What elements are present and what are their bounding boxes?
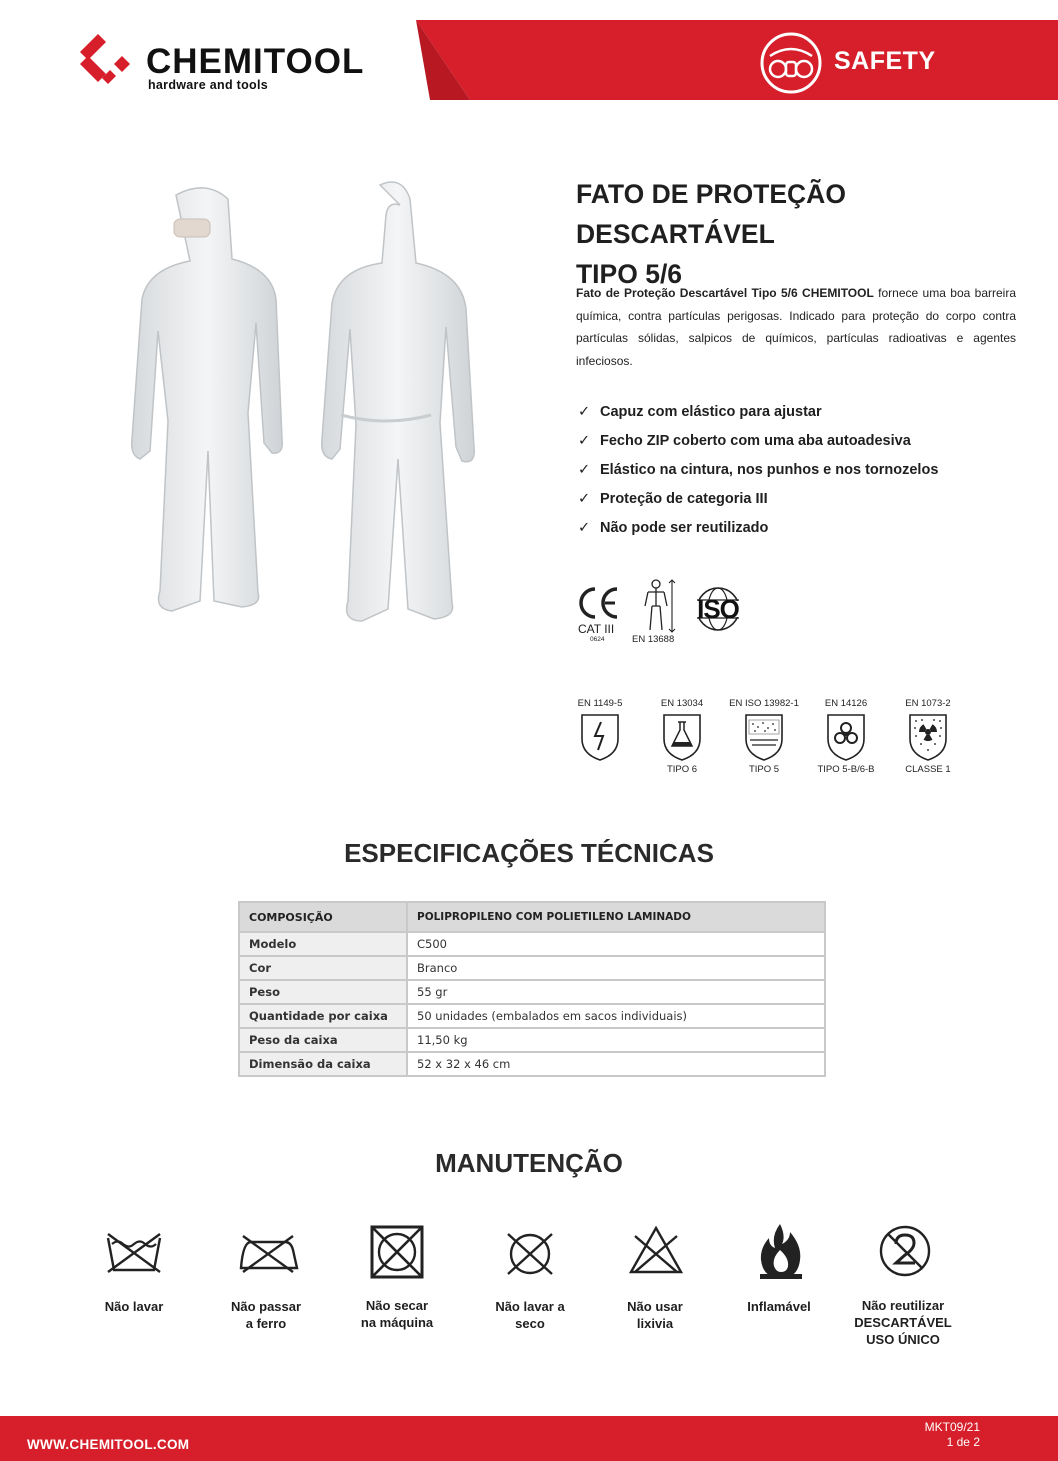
care-label-no-tumble-dry: Não secar na máquina xyxy=(360,1298,434,1330)
standard-en-iso-13982-1 xyxy=(719,698,809,778)
chemitool-logo-icon xyxy=(76,32,136,92)
feature-text: Proteção de categoria III xyxy=(600,491,768,507)
chemical-splash-icon xyxy=(661,712,703,762)
ce-category: CAT III xyxy=(578,622,615,636)
coverall-back-view xyxy=(322,182,475,621)
spec-value: 50 unidades (embalados em sacos individuais) xyxy=(407,1004,825,1028)
feature-item xyxy=(578,427,938,456)
no-iron-icon xyxy=(237,1232,299,1276)
spec-value: Branco xyxy=(407,956,825,980)
feature-text: Fecho ZIP coberto com uma aba autoadesiva xyxy=(600,433,911,449)
care-label-no-dry-clean: Não lavar a seco xyxy=(495,1299,565,1331)
iso-text: ISO xyxy=(697,594,739,624)
ce-icon xyxy=(576,586,620,620)
document-code: MKT09/21 xyxy=(924,1420,980,1434)
radioactive-particles-icon xyxy=(907,712,949,762)
specs-table xyxy=(238,901,826,1077)
table-row xyxy=(239,1028,825,1052)
feature-item xyxy=(578,514,938,543)
check-icon: ✓ xyxy=(578,433,591,449)
spec-key: Dimensão da caixa xyxy=(239,1052,407,1076)
care-label-no-iron: Não passar a ferro xyxy=(230,1299,302,1331)
feature-item xyxy=(578,398,938,427)
standard-code: EN 1073-2 xyxy=(905,698,951,709)
check-icon: ✓ xyxy=(578,404,591,420)
flammable-icon xyxy=(758,1222,804,1280)
ce-notified-body: 0624 xyxy=(590,636,605,643)
single-use-icon xyxy=(876,1224,934,1278)
spec-key: COMPOSIÇÃO xyxy=(239,902,407,932)
care-label-no-bleach: Não usar lixivia xyxy=(627,1299,683,1331)
brand-name: CHEMITOOL xyxy=(146,42,365,81)
feature-list xyxy=(578,398,938,543)
spec-key: Modelo xyxy=(239,932,407,956)
standard-en-13034 xyxy=(637,698,727,778)
feature-text: Não pode ser reutilizado xyxy=(600,520,769,536)
no-dry-clean-icon xyxy=(502,1230,558,1278)
table-header-row xyxy=(239,902,825,932)
spec-value: 55 gr xyxy=(407,980,825,1004)
check-icon: ✓ xyxy=(578,520,591,536)
spec-key: Cor xyxy=(239,956,407,980)
care-label-single-use: Não reutilizar DESCARTÁVEL USO ÚNICO xyxy=(854,1298,952,1347)
size-standard-code: EN 13688 xyxy=(632,634,675,645)
biohazard-icon xyxy=(825,712,867,762)
spec-value: 11,50 kg xyxy=(407,1028,825,1052)
standard-code: EN 1149-5 xyxy=(577,698,623,709)
standard-type: TIPO 6 xyxy=(666,764,698,775)
care-label-no-wash: Não lavar xyxy=(104,1299,164,1314)
standard-code: EN 14126 xyxy=(824,698,868,709)
feature-item xyxy=(578,456,938,485)
solid-particles-icon xyxy=(743,712,785,762)
standard-type: TIPO 5 xyxy=(748,764,780,775)
product-title-line-2: TIPO 5/6 xyxy=(576,259,683,289)
standard-type: TIPO 5-B/6-B xyxy=(817,764,875,775)
standard-type: CLASSE 1 xyxy=(905,764,951,775)
spec-value: C500 xyxy=(407,932,825,956)
table-row xyxy=(239,932,825,956)
product-photo-coveralls xyxy=(96,175,496,705)
product-description xyxy=(576,282,1016,372)
no-wash-icon xyxy=(104,1230,164,1276)
feature-text: Elástico na cintura, nos punhos e nos tornozelos xyxy=(600,462,939,478)
no-tumble-dry-icon xyxy=(369,1224,425,1280)
brand-tagline: hardware and tools xyxy=(148,78,269,92)
care-label-flammable: Inflamável xyxy=(747,1299,811,1314)
spec-value: 52 x 32 x 46 cm xyxy=(407,1052,825,1076)
spec-key: Quantidade por caixa xyxy=(239,1004,407,1028)
coverall-front-view xyxy=(132,188,283,611)
body-measurement-icon xyxy=(632,578,680,634)
size-standard-mark xyxy=(632,578,682,648)
table-row xyxy=(239,956,825,980)
specs-heading: ESPECIFICAÇÕES TÉCNICAS xyxy=(344,838,714,868)
standard-code: EN 13034 xyxy=(660,698,704,709)
no-bleach-icon xyxy=(627,1224,685,1278)
standard-code: EN ISO 13982-1 xyxy=(729,698,799,709)
product-description-body: fornece uma boa barreira química, contra partículas perigosas. Indicado para proteção do corpo contra partículas sólidas, salpicos de químicos, partículas radioativas e agentes infeciosos. xyxy=(576,286,1017,368)
spec-key: Peso xyxy=(239,980,407,1004)
table-row xyxy=(239,1052,825,1076)
spec-value: POLIPROPILENO COM POLIETILENO LAMINADO xyxy=(407,902,825,932)
table-row xyxy=(239,980,825,1004)
document-info xyxy=(900,1420,980,1450)
feature-text: Capuz com elástico para ajustar xyxy=(600,404,822,420)
standard-en-14126 xyxy=(801,698,891,778)
product-title-line-1: FATO DE PROTEÇÃO DESCARTÁVEL xyxy=(576,179,846,249)
category-label: SAFETY xyxy=(834,47,936,75)
spec-key: Peso da caixa xyxy=(239,1028,407,1052)
maintenance-heading: MANUTENÇÃO xyxy=(435,1148,623,1178)
check-icon: ✓ xyxy=(578,491,591,507)
iso-mark xyxy=(690,586,746,632)
feature-item xyxy=(578,485,938,514)
product-description-lead: Fato de Proteção Descartável Tipo 5/6 CHEMITOOL xyxy=(576,286,874,300)
standard-en-1073-2 xyxy=(883,698,973,778)
table-row xyxy=(239,1004,825,1028)
check-icon: ✓ xyxy=(578,462,591,478)
page-number: 1 de 2 xyxy=(946,1435,980,1449)
footer-website-link[interactable]: WWW.CHEMITOOL.COM xyxy=(27,1437,190,1452)
standard-en-1149-5 xyxy=(555,698,645,778)
product-title xyxy=(576,174,1046,294)
static-electricity-icon xyxy=(579,712,621,762)
ce-mark xyxy=(576,586,626,646)
